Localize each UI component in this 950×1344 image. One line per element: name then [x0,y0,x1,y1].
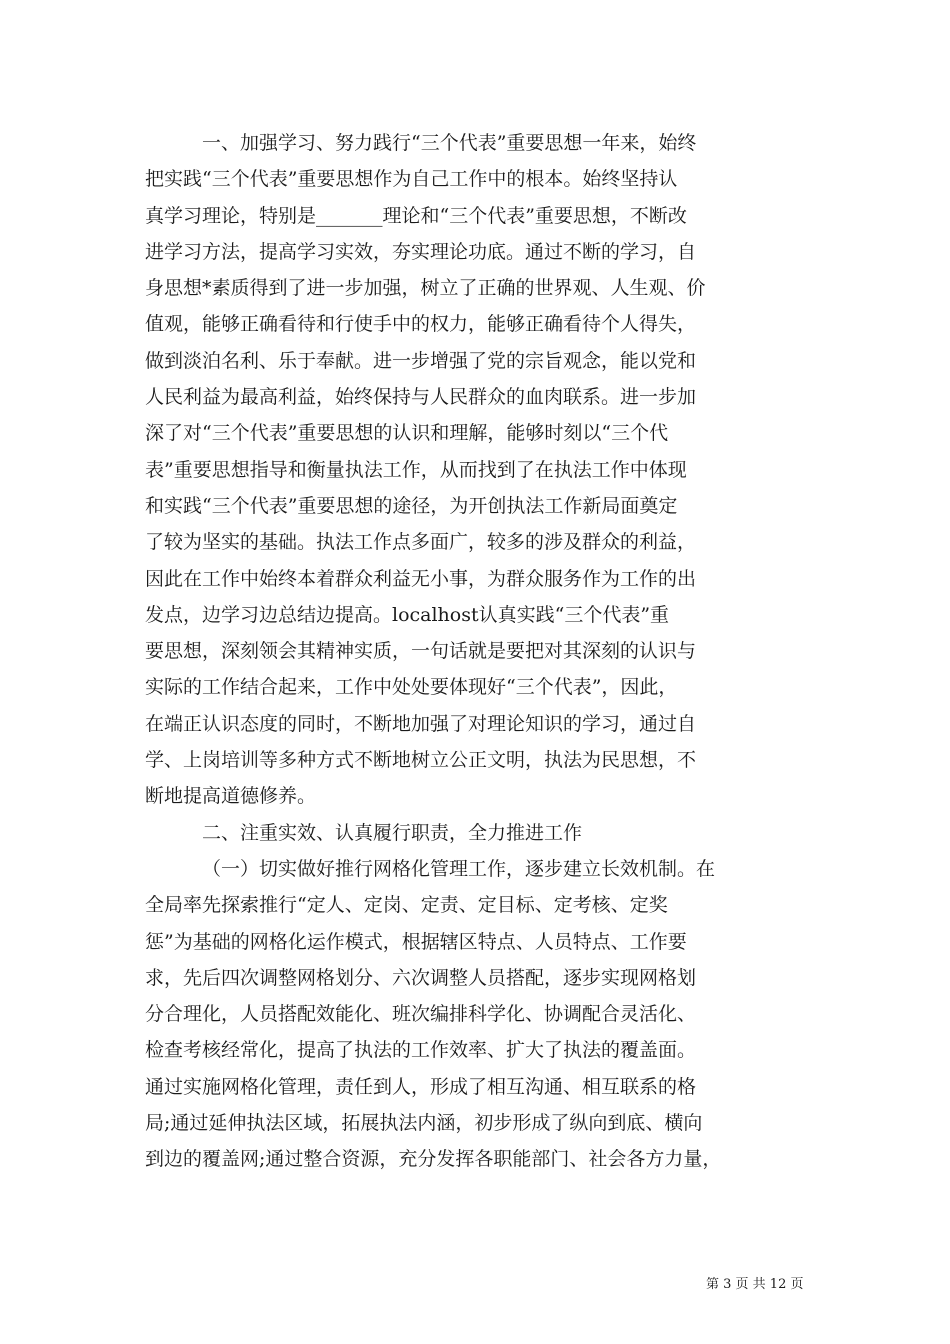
paragraph-line: 学、上岗培训等多种方式不断地树立公正文明，执法为民思想，不 [145,749,697,772]
paragraph-line: 要思想，深刻领会其精神实质，一句话就是要把对其深刻的认识与 [145,640,697,663]
paragraph-line: 发点，边学习边总结边提高。localhost认真实践“三个代表”重 [145,603,670,626]
paragraph-line: 了较为坚实的基础。执法工作点多面广，较多的涉及群众的利益， [145,531,697,554]
paragraph-line: 全局率先探索推行“定人、定岗、定责、定目标、定考核、定奖 [145,894,668,917]
paragraph-line: 把实践“三个代表”重要思想作为自己工作中的根本。始终坚持认 [145,168,678,191]
paragraph-line: 一、加强学习、努力践行“三个代表”重要思想一年来，始终 [202,132,697,154]
paragraph-line: 分合理化，人员搭配效能化、班次编排科学化、协调配合灵活化、 [145,1003,697,1026]
section-heading: 二、注重实效、认真履行职责，全力推进工作 [202,821,583,844]
paragraph-line: 通过实施网格化管理，责任到人，形成了相互沟通、相互联系的格 [145,1075,697,1098]
paragraph-line: 局;通过延伸执法区域，拓展执法内涵，初步形成了纵向到底、横向 [145,1112,703,1135]
paragraph-line: 求，先后四次调整网格划分、六次调整人员搭配，逐步实现网格划 [145,966,697,989]
paragraph-line: 因此在工作中始终本着群众利益无小事，为群众服务作为工作的出 [145,567,697,590]
paragraph-line: 在端正认识态度的同时，不断地加强了对理论知识的学习，通过自 [145,712,697,735]
paragraph-line: 惩”为基础的网格化运作模式，根据辖区特点、人员特点、工作要 [145,930,687,953]
paragraph-line: （一）切实做好推行网格化管理工作，逐步建立长效机制。在 [202,857,716,880]
paragraph-line: 人民利益为最高利益，始终保持与人民群众的血肉联系。进一步加 [145,386,697,409]
paragraph-line: 实际的工作结合起来，工作中处处要体现好“三个代表”，因此， [145,676,678,699]
paragraph-line: 表”重要思想指导和衡量执法工作，从而找到了在执法工作中体现 [145,458,687,481]
paragraph-line: 到边的覆盖网;通过整合资源，充分发挥各职能部门、社会各方力量， [145,1148,722,1171]
paragraph-line: 和实践“三个代表”重要思想的途径，为开创执法工作新局面奠定 [145,494,678,517]
paragraph-line: 检查考核经常化，提高了执法的工作效率、扩大了执法的覆盖面。 [145,1039,697,1062]
paragraph-line: 值观，能够正确看待和行使手中的权力，能够正确看待个人得失， [145,313,697,336]
paragraph-line: 身思想*素质得到了进一步加强，树立了正确的世界观、人生观、价 [145,277,706,300]
paragraph-line: 做到淡泊名利、乐于奉献。进一步增强了党的宗旨观念，能以党和 [145,349,697,372]
paragraph-line: 深了对“三个代表”重要思想的认识和理解，能够时刻以“三个代 [145,422,669,445]
body-text [145,125,805,1178]
page-number: 第 3 页 共 12 页 [706,1277,804,1292]
paragraph-line: 真学习理论，特别是_______理论和“三个代表”重要思想，不断改 [145,204,687,227]
paragraph-line: 进学习方法，提高学习实效，夯实理论功底。通过不断的学习，自 [145,240,697,263]
paragraph-line: 断地提高道德修养。 [145,785,317,808]
